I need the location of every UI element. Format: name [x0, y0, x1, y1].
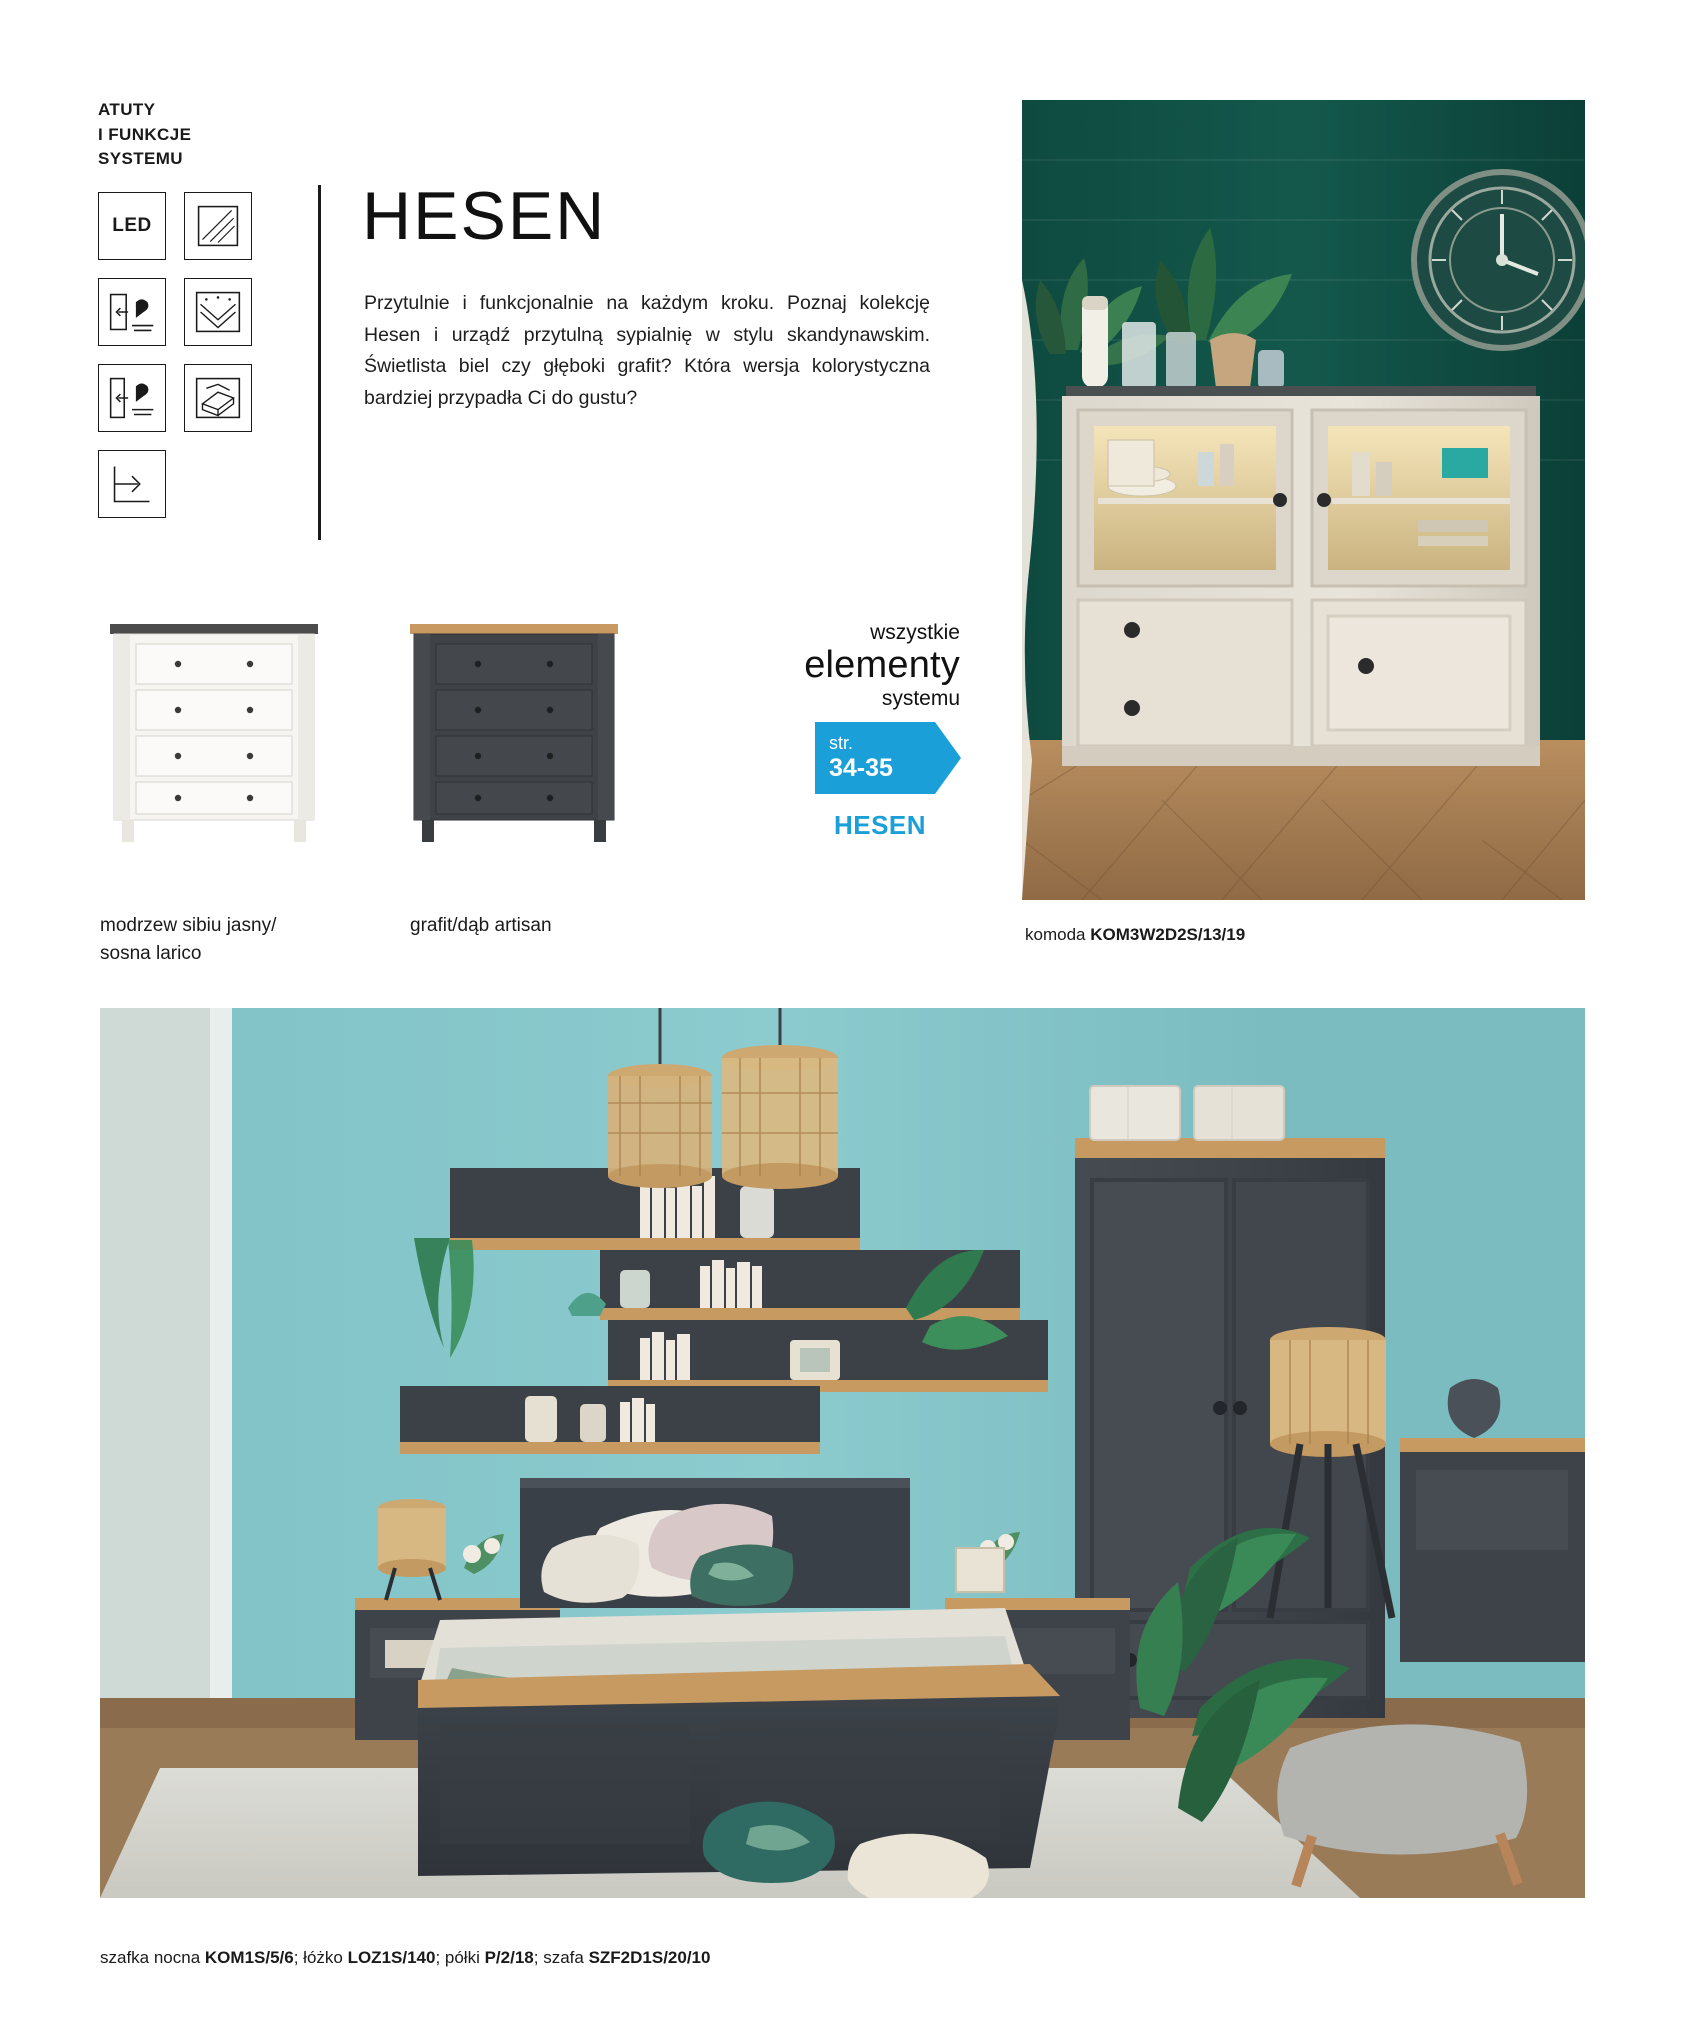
- caption-part: ; szafa: [533, 1948, 589, 1967]
- feature-icon-grid: [98, 192, 288, 536]
- adjustable-shelf-icon: [98, 450, 166, 518]
- led-icon: [98, 192, 166, 260]
- page-reference-collection: HESEN: [833, 810, 927, 840]
- soft-close-door-icon: [98, 364, 166, 432]
- hero-image-caption-right: [1025, 925, 1245, 945]
- page-title: HESEN: [362, 178, 607, 254]
- hero-image-caption-bottom: [100, 1948, 710, 1968]
- caption-part: szafka nocna: [100, 1948, 205, 1967]
- page-reference-range: 34-35: [829, 753, 893, 782]
- features-title-line-3: SYSTEMU: [98, 149, 183, 169]
- hero-image-bedroom: [100, 1008, 1585, 1898]
- chevron-pattern-icon: [184, 278, 252, 346]
- all-elements-callout: [700, 620, 960, 712]
- caption-right-code: KOM3W2D2S/13/19: [1090, 925, 1246, 944]
- all-elements-line2: elementy: [804, 644, 960, 687]
- caption-part-code: P/2/18: [484, 1948, 534, 1967]
- hero-image-sideboard: [1022, 100, 1585, 900]
- finish-caption-light-line-1: modrzew sibiu jasny/: [100, 915, 277, 936]
- caption-part-code: KOM1S/5/6: [204, 1948, 294, 1967]
- page-reference-label: str.: [829, 732, 854, 753]
- caption-part: ; łóżko: [293, 1948, 348, 1967]
- feature-icon-row: [98, 278, 288, 346]
- finish-caption-graphite-line-1: grafit/dąb artisan: [410, 915, 552, 936]
- finish-caption-light-line-2: sosna larico: [100, 942, 202, 964]
- features-title-line-2: I FUNKCJE: [98, 124, 192, 144]
- finish-thumbnail-light: [100, 610, 330, 855]
- all-elements-line1: wszystkie: [870, 621, 960, 644]
- finish-thumbnail-graphite: [400, 610, 630, 855]
- soft-close-drawer-icon: [98, 278, 166, 346]
- features-title: [98, 98, 191, 172]
- feature-icon-row: [98, 364, 288, 432]
- section-divider: [318, 185, 321, 540]
- caption-right-prefix: komoda: [1025, 925, 1091, 944]
- finish-caption-graphite: [410, 912, 660, 940]
- feature-icon-row: [98, 192, 288, 260]
- finish-caption-light: [100, 912, 350, 967]
- drawer-pullout-icon: [184, 364, 252, 432]
- caption-part-code: LOZ1S/140: [347, 1948, 436, 1967]
- collection-description: Przytulnie i funkcjonalnie na każdym kroku. Poznaj kolekcję Hesen i urządź przytulną sypialnię w stylu skandynawskim. Świetlista biel czy głęboki grafit? Która wersja kolorystyczna bardziej przypadła Ci do gustu?: [364, 292, 930, 409]
- caption-part-code: SZF2D1S/20/10: [588, 1948, 711, 1967]
- glass-front-icon: [184, 192, 252, 260]
- features-title-line-1: ATUTY: [98, 100, 156, 119]
- led-icon-label: LED: [112, 215, 152, 236]
- feature-icon-row: [98, 450, 288, 518]
- page-reference-badge[interactable]: [815, 722, 935, 794]
- caption-part: ; półki: [435, 1948, 485, 1967]
- all-elements-line3: systemu: [881, 687, 960, 711]
